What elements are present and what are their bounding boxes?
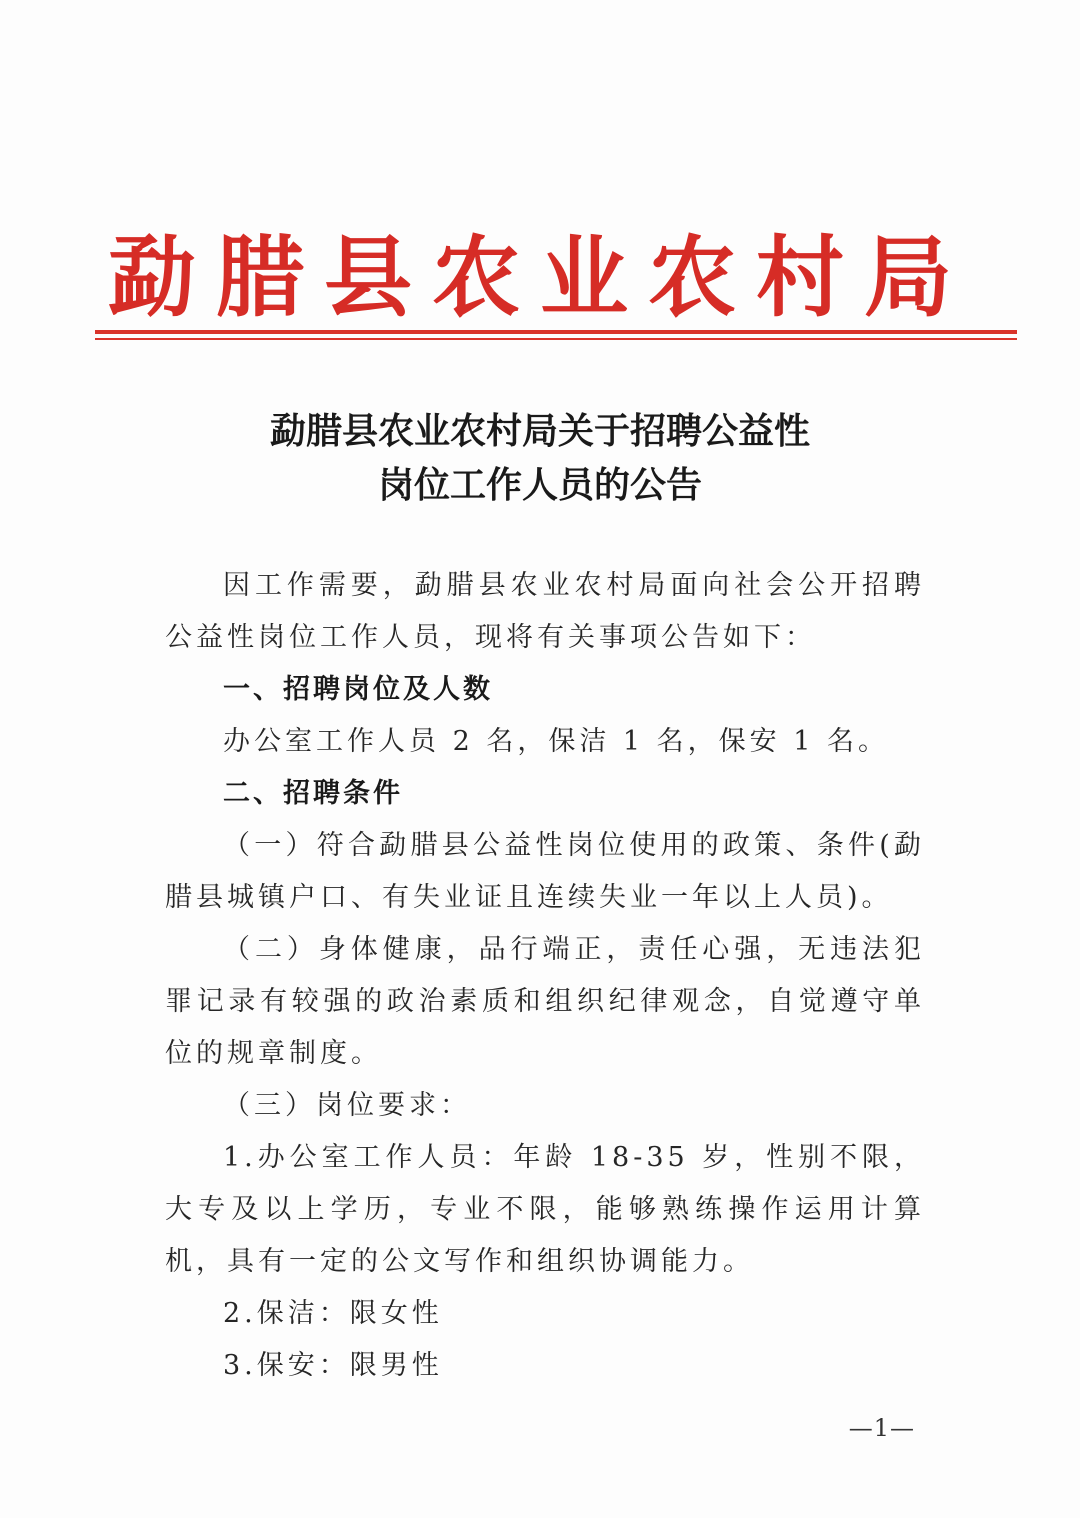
page-number: —1—	[848, 1414, 915, 1442]
positions-paragraph: 办公室工作人员 2 名，保洁 1 名，保安 1 名。	[223, 726, 890, 757]
condition2-paragraph: （二）身体健康，品行端正，责任心强，无违法犯罪记录有较强的政治素质和组织纪律观念，自觉遵守单位的规章制度。	[165, 934, 925, 1069]
condition3-paragraph: （三）岗位要求：	[223, 1090, 471, 1121]
requirement1-paragraph: 1.办公室工作人员：年龄 18-35 岁，性别不限，大专及以上学历，专业不限，能够熟练操作运用计算机，具有一定的公文写作和组织协调能力。	[165, 1142, 925, 1277]
red-divider-thick	[95, 330, 1017, 334]
agency-masthead: 勐腊县农业农村局	[107, 225, 972, 329]
document-body	[165, 560, 925, 1392]
condition1-paragraph: （一）符合勐腊县公益性岗位使用的政策、条件(勐腊县城镇户口、有失业证且连续失业一年以上人员)。	[165, 830, 925, 913]
red-divider-thin	[95, 338, 1017, 340]
section1-heading: 一、招聘岗位及人数	[223, 674, 493, 705]
document-title-line2: 岗位工作人员的公告	[377, 465, 702, 506]
section2-heading: 二、招聘条件	[223, 778, 403, 809]
requirement3-paragraph: 3.保安：限男性	[223, 1350, 443, 1381]
document-title-line1: 勐腊县农业农村局关于招聘公益性	[269, 411, 810, 452]
requirement2-paragraph: 2.保洁：限女性	[223, 1298, 443, 1329]
intro-paragraph: 因工作需要，勐腊县农业农村局面向社会公开招聘公益性岗位工作人员，现将有关事项公告如下：	[165, 570, 925, 653]
